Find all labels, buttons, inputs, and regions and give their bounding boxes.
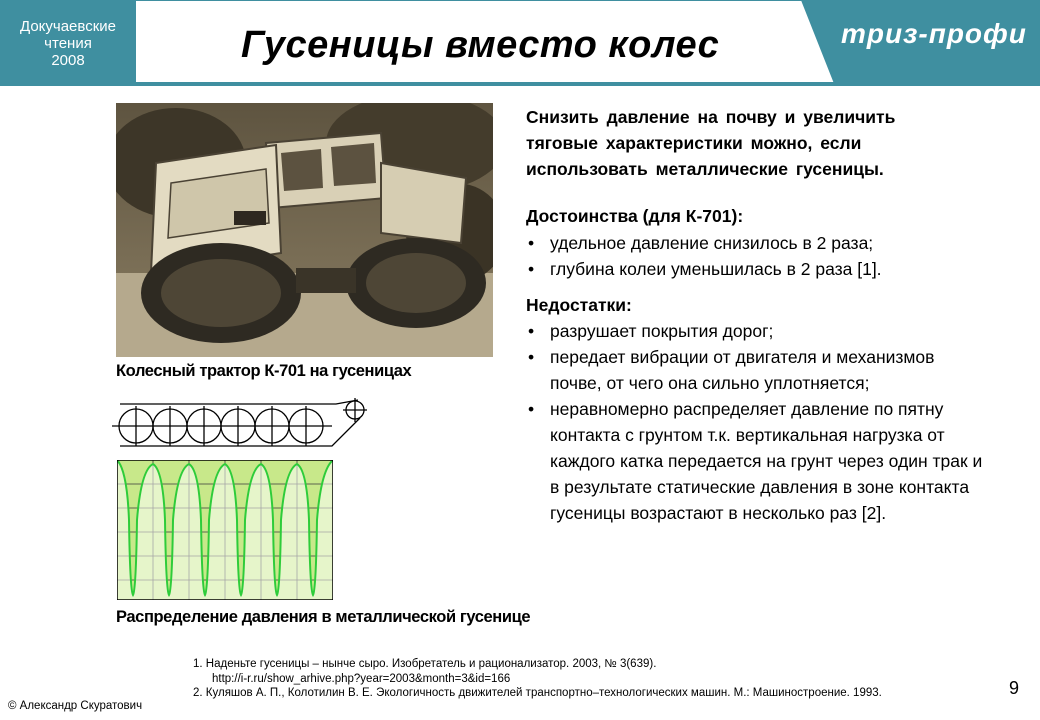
list-item-text: глубина колеи уменьшилась в 2 раза [1].: [550, 259, 882, 279]
reference-1-url: http://i-r.ru/show_arhive.php?year=2003&month=3&id=166: [212, 672, 511, 685]
bullet-icon: •: [528, 259, 535, 279]
bullet-icon: •: [528, 321, 535, 341]
list-item: [526, 256, 986, 282]
disadvantages-list: [526, 318, 986, 526]
tractor-photo: [116, 103, 493, 357]
photo-caption: Колесный трактор К-701 на гусеницах: [116, 362, 412, 380]
bullet-icon: •: [528, 233, 535, 253]
advantages-list: [526, 230, 986, 282]
list-item: [526, 230, 986, 256]
list-item: [526, 396, 986, 526]
list-item: [526, 318, 986, 344]
brand-logo: триз-профи: [841, 18, 1027, 49]
list-item-text: удельное давление снизилось в 2 раза;: [550, 233, 874, 253]
badge-line: Докучаевские: [20, 17, 116, 35]
track-diagram: [110, 396, 370, 452]
reference-2: 2. Куляшов А. П., Колотилин В. Е. Экологичность движителей транспортно–технологических машин. М.: Машиностроение. 1993.: [193, 687, 882, 699]
list-item-text: передает вибрации от двигателя и механизмов почве, от чего она сильно уплотняется;: [550, 347, 935, 393]
list-item: [526, 344, 986, 396]
disadvantages-heading: Недостатки:: [526, 295, 632, 315]
intro-text: Снизить давление на почву и увеличить тяговые характеристики можно, если использовать металлические гусеницы.: [526, 107, 896, 179]
badge-line: 2008: [51, 51, 85, 69]
event-badge: [0, 0, 136, 86]
page-number: 9: [1009, 678, 1020, 698]
copyright: © Александр Скуратович: [8, 700, 143, 712]
title-bar: [136, 0, 1040, 86]
bullet-icon: •: [528, 399, 535, 419]
advantages-heading: Достоинства (для К-701):: [526, 206, 744, 226]
slide-title: Гусеницы вместо колес: [241, 24, 720, 66]
references: [193, 657, 1003, 701]
reference-1: 1. Наденьте гусеницы – нынче сыро. Изобретатель и рационализатор. 2003, № 3(639).: [193, 658, 657, 670]
pressure-distribution-chart: [117, 460, 333, 600]
badge-line: чтения: [44, 34, 92, 52]
chart-caption: Распределение давления в металлической гусенице: [116, 608, 531, 626]
list-item-text: разрушает покрытия дорог;: [550, 321, 774, 341]
bullet-icon: •: [528, 347, 535, 367]
list-item-text: неравномерно распределяет давление по пятну контакта с грунтом т.к. вертикальная нагрузка от каждого катка передается на грунт через один трак и в результате статические давления в зоне контакта гусеницы возрастают в несколько раз [2].: [550, 399, 983, 523]
